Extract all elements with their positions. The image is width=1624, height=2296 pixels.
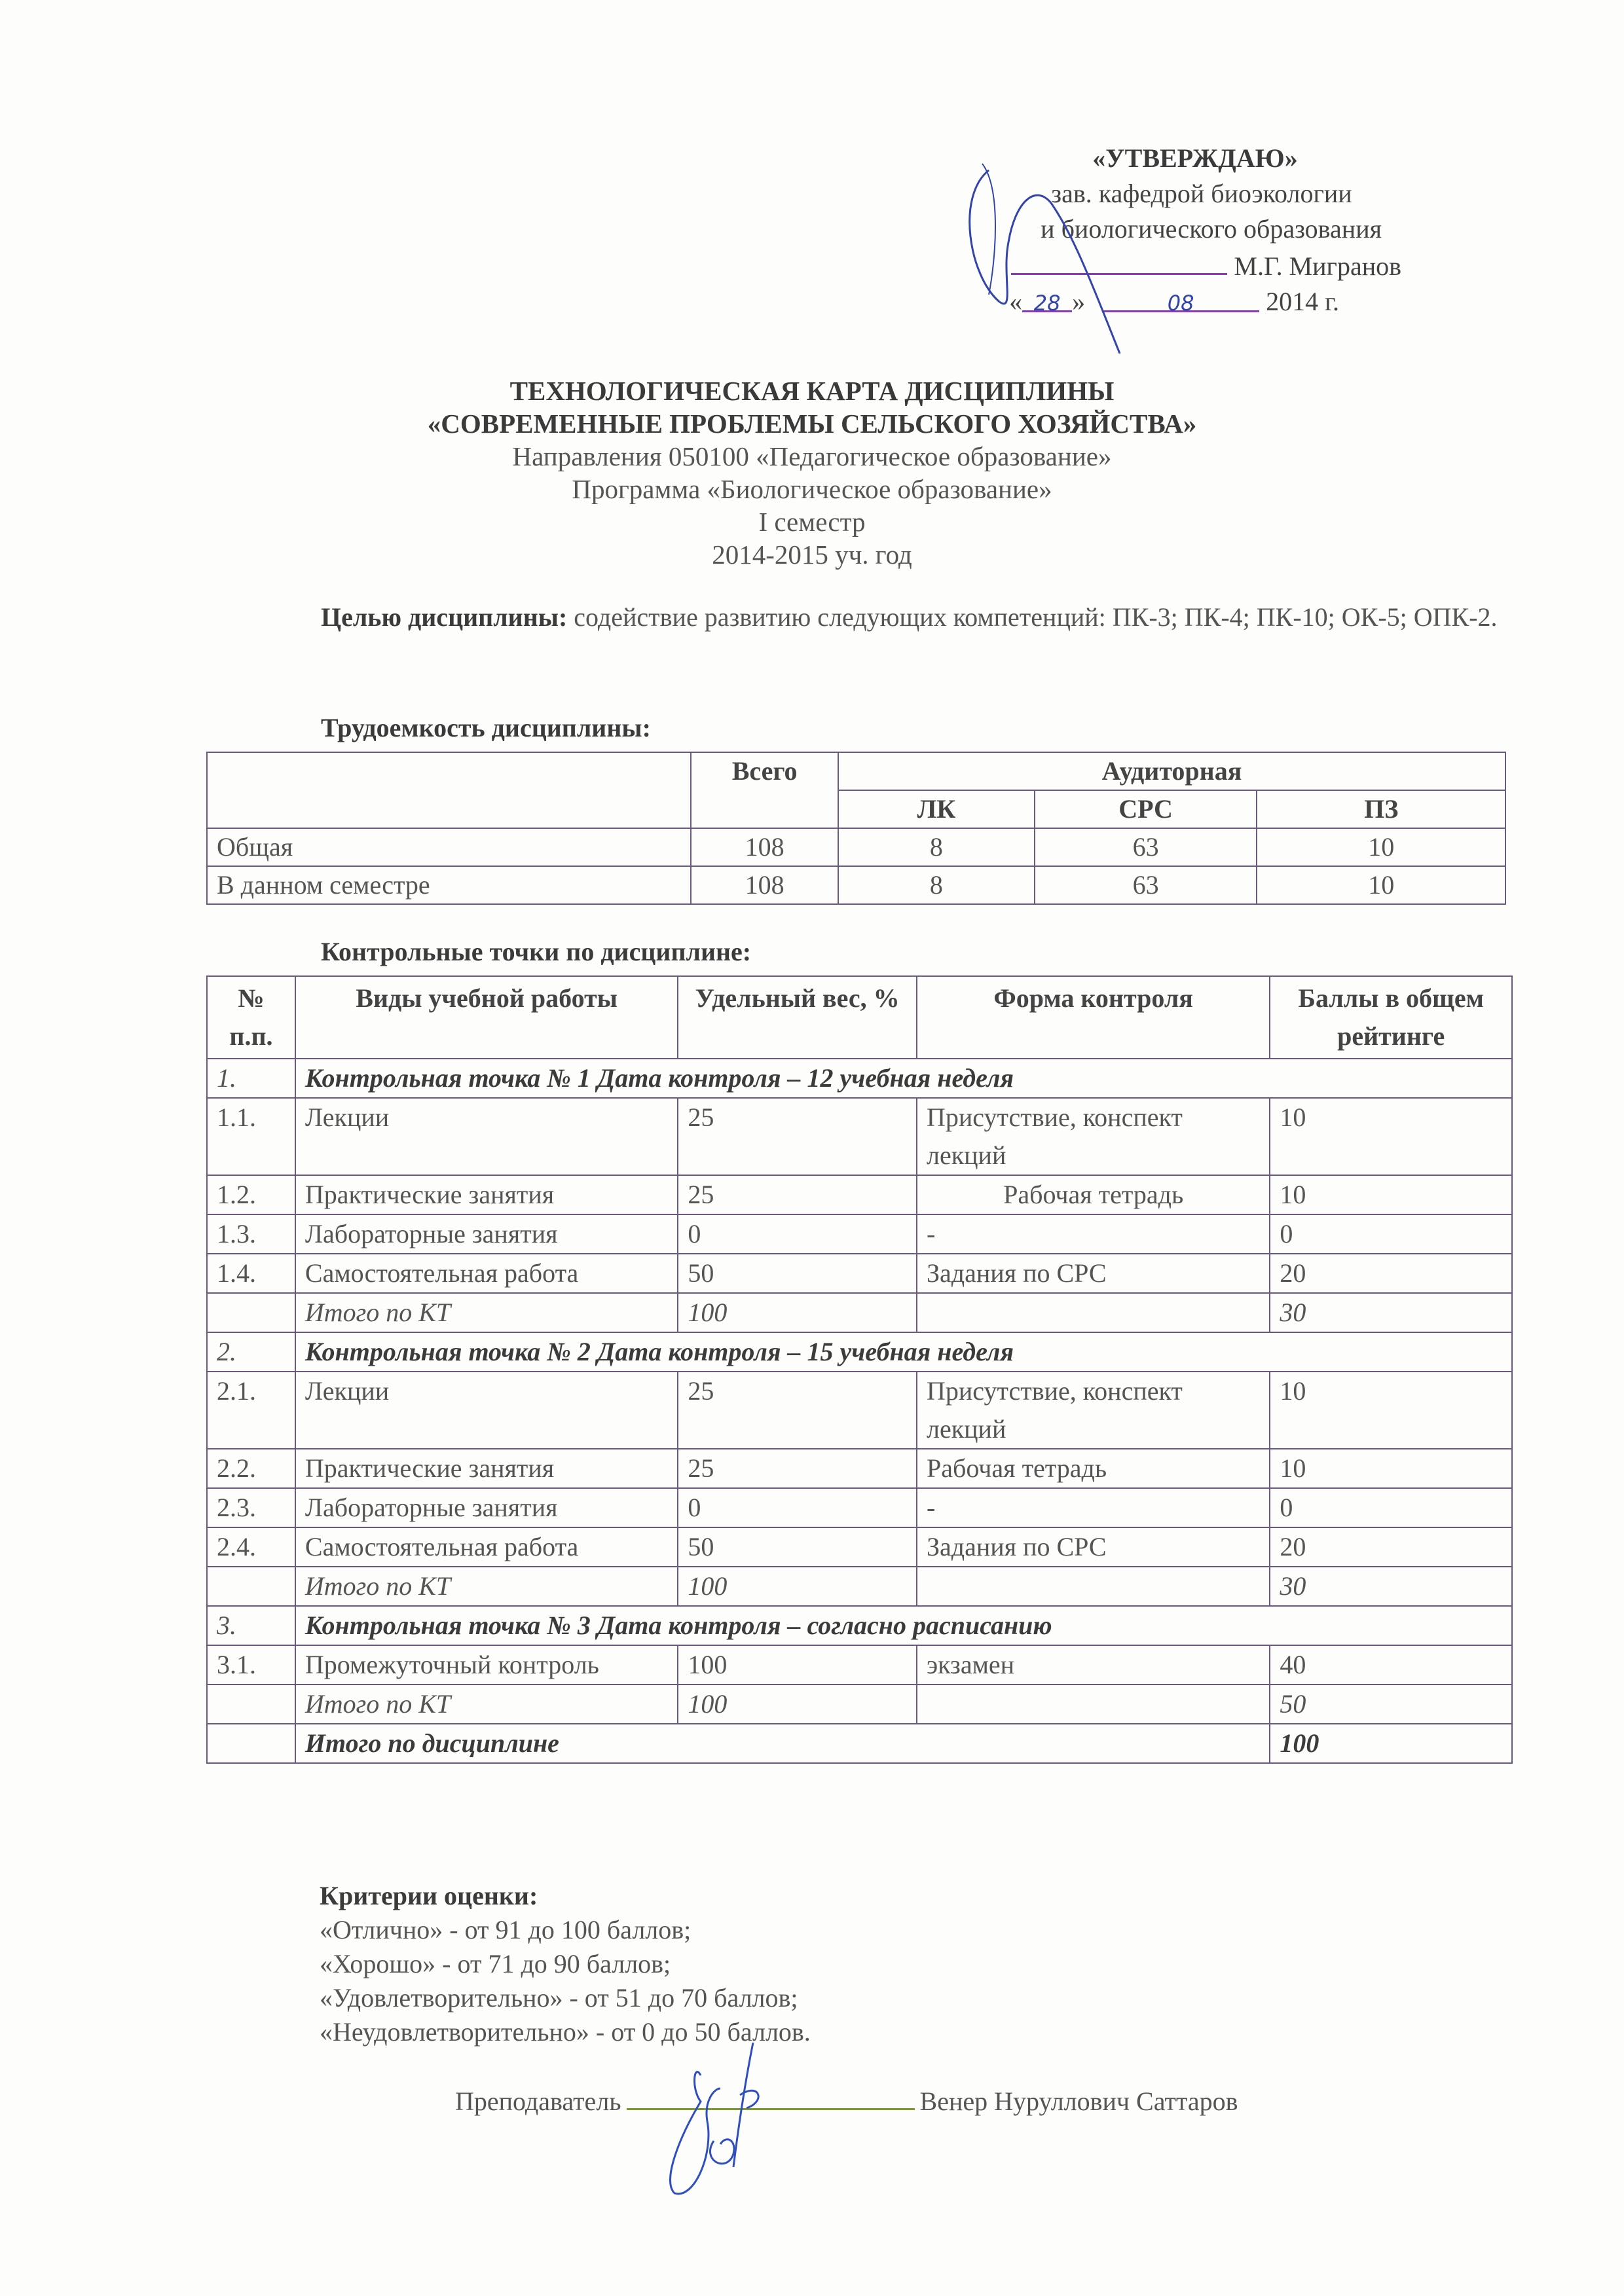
workload-srs: 63	[1035, 866, 1257, 904]
goal-text: содействие развитию следующих компетенций: ПК-3; ПК-4; ПК-10; ОК-5; ОПК-2.	[567, 602, 1498, 632]
teacher-signature-row	[455, 2082, 1437, 2117]
total-weight: 100	[678, 1685, 917, 1724]
header-score: Баллы в общем рейтинге	[1270, 976, 1512, 1059]
row-num: 2.2.	[207, 1449, 295, 1488]
approver-position-line2: и биологического образования	[1041, 214, 1382, 244]
workload-row-label: В данном семестре	[207, 866, 691, 904]
checkpoint-section-row	[207, 1332, 1512, 1372]
row-kind: Самостоятельная работа	[295, 1254, 678, 1293]
discipline-name: «СОВРЕМЕННЫЕ ПРОБЛЕМЫ СЕЛЬСКОГО ХОЗЯЙСТВА»	[427, 409, 1197, 439]
total-label: Итого по КТ	[295, 1293, 678, 1332]
row-weight: 0	[678, 1488, 917, 1527]
approver-name: М.Г. Мигранов	[1234, 251, 1401, 281]
table-row	[207, 1175, 1512, 1214]
section-total-row	[207, 1293, 1512, 1332]
date-month: 08	[1167, 291, 1194, 316]
empty-cell	[207, 1567, 295, 1606]
row-weight: 25	[678, 1449, 917, 1488]
table-row	[207, 1214, 1512, 1254]
total-score: 30	[1270, 1293, 1512, 1332]
row-kind: Лекции	[295, 1098, 678, 1175]
row-num: 1.3.	[207, 1214, 295, 1254]
row-score: 20	[1270, 1254, 1512, 1293]
empty-cell	[917, 1567, 1270, 1606]
row-form: Рабочая тетрадь	[917, 1449, 1270, 1488]
row-weight: 25	[678, 1098, 917, 1175]
row-form: Задания по СРС	[917, 1254, 1270, 1293]
section-title: Контрольная точка № 3 Дата контроля – согласно расписанию	[295, 1606, 1512, 1645]
row-form: Рабочая тетрадь	[917, 1175, 1270, 1214]
section-num: 2.	[207, 1332, 295, 1372]
document-title-block	[0, 374, 1624, 571]
goal-label: Целью дисциплины:	[321, 602, 568, 632]
row-weight: 100	[678, 1645, 917, 1685]
empty-cell	[917, 1685, 1270, 1724]
section-total-row	[207, 1685, 1512, 1724]
header-form: Форма контроля	[917, 976, 1270, 1059]
approval-heading: «УТВЕРЖДАЮ»	[1092, 143, 1298, 173]
row-score: 20	[1270, 1527, 1512, 1567]
workload-table	[206, 752, 1506, 905]
empty-cell	[207, 1293, 295, 1332]
header-kind: Виды учебной работы	[295, 976, 678, 1059]
criteria-item: «Хорошо» - от 71 до 90 баллов;	[320, 1949, 671, 1978]
workload-header-row-1	[207, 752, 1505, 790]
total-score: 50	[1270, 1685, 1512, 1724]
row-kind: Лабораторные занятия	[295, 1488, 678, 1527]
row-num: 1.2.	[207, 1175, 295, 1214]
academic-year: 2014-2015 уч. год	[712, 539, 912, 570]
row-weight: 25	[678, 1175, 917, 1214]
checkpoints-table	[206, 975, 1513, 1764]
row-score: 40	[1270, 1645, 1512, 1685]
row-weight: 0	[678, 1214, 917, 1254]
header-num: № п.п.	[207, 976, 295, 1059]
grand-total-row	[207, 1724, 1512, 1763]
section-num: 1.	[207, 1059, 295, 1098]
date-day: 28	[1033, 291, 1061, 316]
teacher-role: Преподаватель	[455, 2086, 621, 2116]
row-form: Присутствие, конспект лекций	[917, 1098, 1270, 1175]
row-score: 10	[1270, 1449, 1512, 1488]
date-close-quote: »	[1072, 287, 1086, 316]
workload-total: 108	[691, 866, 838, 904]
row-form: экзамен	[917, 1645, 1270, 1685]
row-score: 0	[1270, 1214, 1512, 1254]
row-score: 10	[1270, 1098, 1512, 1175]
table-row	[207, 1449, 1512, 1488]
total-label: Итого по КТ	[295, 1685, 678, 1724]
row-score: 10	[1270, 1175, 1512, 1214]
checkpoint-section-row	[207, 1606, 1512, 1645]
row-kind: Практические занятия	[295, 1449, 678, 1488]
criteria-heading: Критерии оценки:	[320, 1881, 538, 1910]
total-weight: 100	[678, 1567, 917, 1606]
header-srs: СРС	[1035, 790, 1257, 828]
workload-lk: 8	[838, 866, 1035, 904]
teacher-name: Венер Нуруллович Саттаров	[919, 2086, 1238, 2116]
date-open-quote: «	[1009, 287, 1023, 316]
row-form: Присутствие, конспект лекций	[917, 1372, 1270, 1449]
row-num: 1.4.	[207, 1254, 295, 1293]
workload-row	[207, 828, 1505, 866]
row-weight: 50	[678, 1254, 917, 1293]
empty-cell	[207, 1724, 295, 1763]
empty-cell	[917, 1293, 1270, 1332]
row-kind: Практические занятия	[295, 1175, 678, 1214]
header-lk: ЛК	[838, 790, 1035, 828]
row-form: Задания по СРС	[917, 1527, 1270, 1567]
section-total-row	[207, 1567, 1512, 1606]
table-row	[207, 1254, 1512, 1293]
date-year: 2014 г.	[1266, 287, 1339, 316]
workload-pz: 10	[1257, 866, 1505, 904]
row-score: 10	[1270, 1372, 1512, 1449]
table-row	[207, 1488, 1512, 1527]
section-num: 3.	[207, 1606, 295, 1645]
checkpoints-heading: Контрольные точки по дисциплине:	[321, 937, 752, 966]
document-title: ТЕХНОЛОГИЧЕСКАЯ КАРТА ДИСЦИПЛИНЫ	[509, 376, 1115, 406]
direction: Направления 050100 «Педагогическое образование»	[512, 441, 1112, 471]
header-pz: ПЗ	[1257, 790, 1505, 828]
criteria-item: «Неудовлетворительно» - от 0 до 50 баллов.	[320, 2017, 811, 2047]
empty-cell	[207, 1685, 295, 1724]
row-kind: Промежуточный контроль	[295, 1645, 678, 1685]
row-score: 0	[1270, 1488, 1512, 1527]
row-weight: 25	[678, 1372, 917, 1449]
row-form: -	[917, 1214, 1270, 1254]
workload-row	[207, 866, 1505, 904]
criteria-item: «Отлично» - от 91 до 100 баллов;	[320, 1915, 692, 1944]
grand-total-label: Итого по дисциплине	[295, 1724, 1270, 1763]
grading-criteria	[320, 1879, 811, 2049]
header-weight: Удельный вес, %	[678, 976, 917, 1059]
approver-position-line1: зав. кафедрой биоэкологии	[1051, 179, 1352, 208]
row-num: 1.1.	[207, 1098, 295, 1175]
row-num: 2.1.	[207, 1372, 295, 1449]
criteria-item: «Удовлетворительно» - от 51 до 70 баллов;	[320, 1983, 798, 2013]
workload-lk: 8	[838, 828, 1035, 866]
workload-heading: Трудоемкость дисциплины:	[321, 713, 651, 742]
checkpoints-header-row	[207, 976, 1512, 1059]
row-num: 2.4.	[207, 1527, 295, 1567]
row-form: -	[917, 1488, 1270, 1527]
table-row	[207, 1527, 1512, 1567]
approver-signature-icon	[943, 144, 1153, 354]
section-title: Контрольная точка № 2 Дата контроля – 15 учебная неделя	[295, 1332, 1512, 1372]
row-num: 2.3.	[207, 1488, 295, 1527]
program: Программа «Биологическое образование»	[572, 474, 1052, 504]
row-kind: Лабораторные занятия	[295, 1214, 678, 1254]
header-total: Всего	[691, 752, 838, 828]
row-kind: Самостоятельная работа	[295, 1527, 678, 1567]
workload-total: 108	[691, 828, 838, 866]
workload-corner-cell	[207, 752, 691, 828]
total-label: Итого по КТ	[295, 1567, 678, 1606]
semester: I семестр	[758, 507, 866, 537]
workload-srs: 63	[1035, 828, 1257, 866]
table-row	[207, 1645, 1512, 1685]
workload-pz: 10	[1257, 828, 1505, 866]
row-num: 3.1.	[207, 1645, 295, 1685]
checkpoint-section-row	[207, 1059, 1512, 1098]
discipline-goal	[210, 599, 1513, 636]
workload-row-label: Общая	[207, 828, 691, 866]
section-title: Контрольная точка № 1 Дата контроля – 12 учебная неделя	[295, 1059, 1512, 1098]
teacher-signature-icon	[655, 2036, 851, 2206]
table-row	[207, 1098, 1512, 1175]
total-weight: 100	[678, 1293, 917, 1332]
row-kind: Лекции	[295, 1372, 678, 1449]
grand-total-score: 100	[1270, 1724, 1512, 1763]
header-auditory: Аудиторная	[838, 752, 1505, 790]
table-row	[207, 1372, 1512, 1449]
row-weight: 50	[678, 1527, 917, 1567]
total-score: 30	[1270, 1567, 1512, 1606]
